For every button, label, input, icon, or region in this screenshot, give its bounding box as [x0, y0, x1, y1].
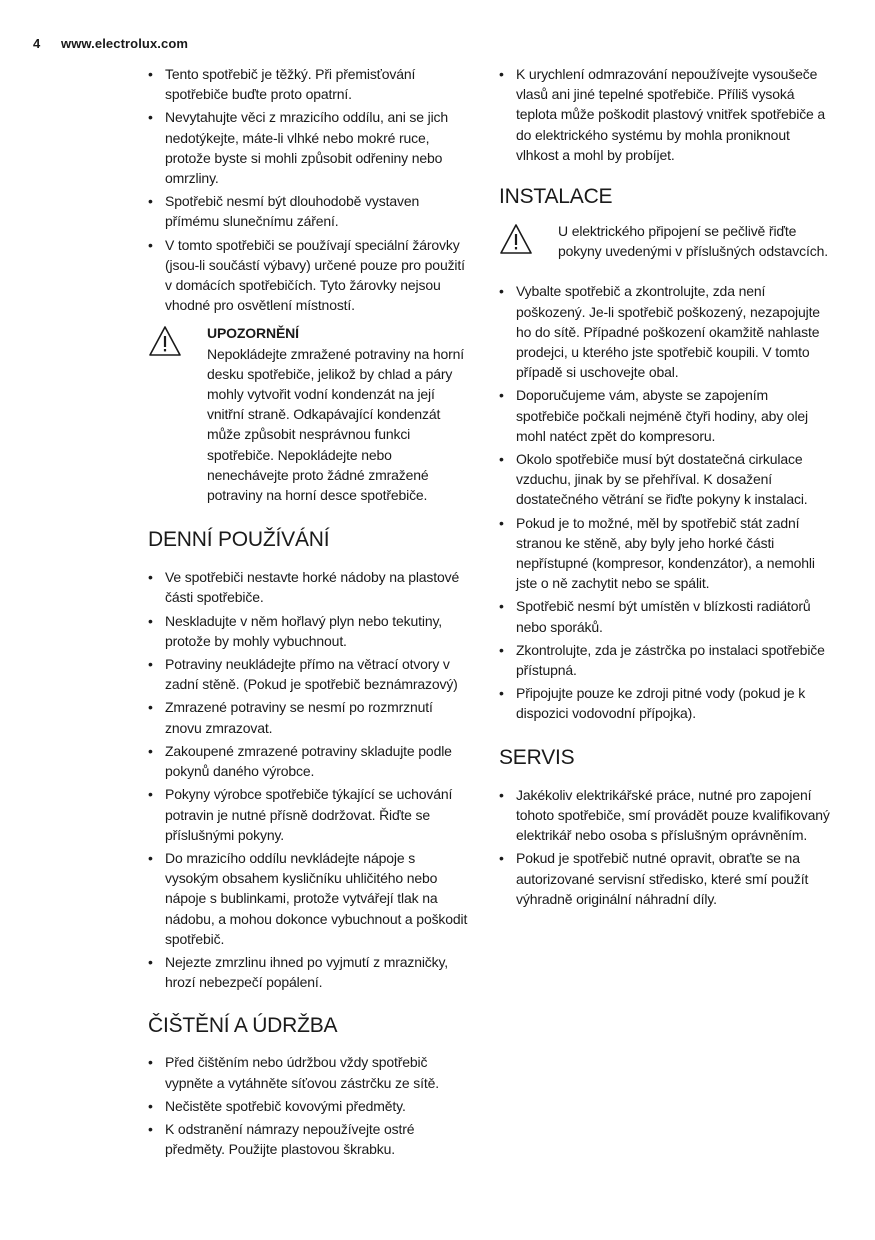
list-item: • Potraviny neukládejte přímo na větrací otvory v zadní stěně. (Pokud je spotřebič beznámrazový)	[148, 654, 470, 694]
list-item: • Pokyny výrobce spotřebiče týkající se uchování potravin je nutné přísně dodržovat. Řiďte se příslušnými pokyny.	[148, 784, 470, 845]
warning-triangle-icon	[148, 325, 182, 357]
cleaning-list	[148, 1052, 470, 1159]
section-title-service: SERVIS	[499, 745, 575, 769]
list-item: • Ve spotřebiči nestavte horké nádoby na plastové části spotřebiče.	[148, 567, 470, 607]
list-item: • Zakoupené zmrazené potraviny skladujte podle pokynů daného výrobce.	[148, 741, 470, 781]
list-item: • Připojujte pouze ke zdroji pitné vody (pokud je k dispozici vodovodní přípojka).	[499, 683, 834, 723]
list-item: • Tento spotřebič je těžký. Při přemisťování spotřebiče buďte proto opatrní.	[148, 64, 470, 104]
warning-triangle-icon	[499, 223, 533, 255]
list-item: • Okolo spotřebiče musí být dostatečná cirkulace vzduchu, jinak by se přehříval. K dosažení dostatečného větrání se řiďte pokyny k instalaci.	[499, 449, 834, 510]
section-title-installation: INSTALACE	[499, 185, 613, 209]
list-item: • Neskladujte v něm hořlavý plyn nebo tekutiny, protože by mohly vybuchnout.	[148, 611, 470, 651]
list-item: • Jakékoliv elektrikářské práce, nutné pro zapojení tohoto spotřebiče, smí provádět pouze kvalifikovaný elektrikář nebo osoba s příslušným oprávněním.	[499, 785, 834, 846]
warning-title: UPOZORNĚNÍ	[207, 325, 299, 342]
page-number: 4	[33, 36, 41, 51]
left-column	[148, 64, 470, 1162]
list-item: • Do mrazicího oddílu nevkládejte nápoje s vysokým obsahem kysličníku uhličitého nebo nápoje s bublinkami, protože vytvářejí tlak na nádobu, a mohou dokonce vybuchnout a poškodit spotřebič.	[148, 848, 470, 949]
daily-use-list	[148, 567, 470, 992]
site-url[interactable]: www.electrolux.com	[61, 36, 189, 51]
safety-list	[148, 64, 470, 315]
list-item: • V tomto spotřebiči se používají speciální žárovky (jsou-li součástí výbavy) určené pouze pro použití v domácích spotřebičích. Tyto žárovky nejsou vhodné pro osvětlení místností.	[148, 235, 470, 316]
list-item: • Pokud je to možné, měl by spotřebič stát zadní stranou ke stěně, aby byly jeho horké části nepřístupné (kompresor, kondenzátor), a nemohli jste o ně zachytit nebo se spálit.	[499, 513, 834, 594]
service-list	[499, 785, 834, 909]
right-column	[499, 64, 834, 912]
list-item: • Vybalte spotřebič a zkontrolujte, zda není poškozený. Je-li spotřebič poškozený, nezapojujte ho do sítě. Případné poškození okamžitě nahlaste prodejci, u kterého jste spotřebič koupili. V tomto případě si uschovejte obal.	[499, 281, 834, 382]
list-item: • Spotřebič nesmí být dlouhodobě vystaven přímému slunečnímu záření.	[148, 191, 470, 231]
installation-warning	[499, 221, 834, 261]
list-item: • Nečistěte spotřebič kovovými předměty.	[148, 1096, 470, 1116]
list-item: • Doporučujeme vám, abyste se zapojením spotřebiče počkali nejméně čtyři hodiny, aby olej mohl natéct zpět do kompresoru.	[499, 385, 834, 446]
list-item: • Spotřebič nesmí být umístěn v blízkosti radiátorů nebo sporáků.	[499, 596, 834, 636]
defrost-list	[499, 64, 834, 165]
list-item: • K odstranění námrazy nepoužívejte ostré předměty. Použijte plastovou škrabku.	[148, 1119, 470, 1159]
warning-text: Nepokládejte zmražené potraviny na horní desku spotřebiče, jelikož by chlad a páry mohly vytvořit vodní kondenzát na její vnitřní straně. Odkapávající kondenzát může způsobit nesprávnou funkci spotřebiče. Nepokládejte nebo nenechávejte proto žádné zmražené potraviny na horní desce spotřebiče.	[207, 345, 465, 504]
list-item: • Nevytahujte věci z mrazicího oddílu, ani se jich nedotýkejte, máte-li vlhké nebo mokré ruce, protože byste si mohli způsobit odřeniny nebo omrzliny.	[148, 107, 470, 188]
list-item: • Zkontrolujte, zda je zástrčka po instalaci spotřebiče přístupná.	[499, 640, 834, 680]
warning-text: U elektrického připojení se pečlivě řiďte pokyny uvedenými v příslušných odstavcích.	[558, 223, 828, 260]
warning-box	[148, 323, 470, 505]
list-item: • Pokud je spotřebič nutné opravit, obraťte se na autorizované servisní středisko, které smí použít výhradně originální náhradní díly.	[499, 848, 834, 909]
list-item: • Před čištěním nebo údržbou vždy spotřebič vypněte a vytáhněte síťovou zástrčku ze sítě.	[148, 1052, 470, 1092]
list-item: • Nejezte zmrzlinu ihned po vyjmutí z mrazničky, hrozí nebezpečí popálení.	[148, 952, 470, 992]
list-item: • K urychlení odmrazování nepoužívejte vysoušeče vlasů ani jiné tepelné spotřebiče. Příliš vysoká teplota může poškodit plastový vnitřek spotřebiče a do elektrického systému by mohla proniknout vlhkost a mohl by probíjet.	[499, 64, 834, 165]
installation-list	[499, 281, 834, 723]
section-title-daily-use: DENNÍ POUŽÍVÁNÍ	[148, 528, 330, 552]
section-title-cleaning: ČIŠTĚNÍ A ÚDRŽBA	[148, 1014, 338, 1038]
list-item: • Zmrazené potraviny se nesmí po rozmrznutí znovu zmrazovat.	[148, 697, 470, 737]
